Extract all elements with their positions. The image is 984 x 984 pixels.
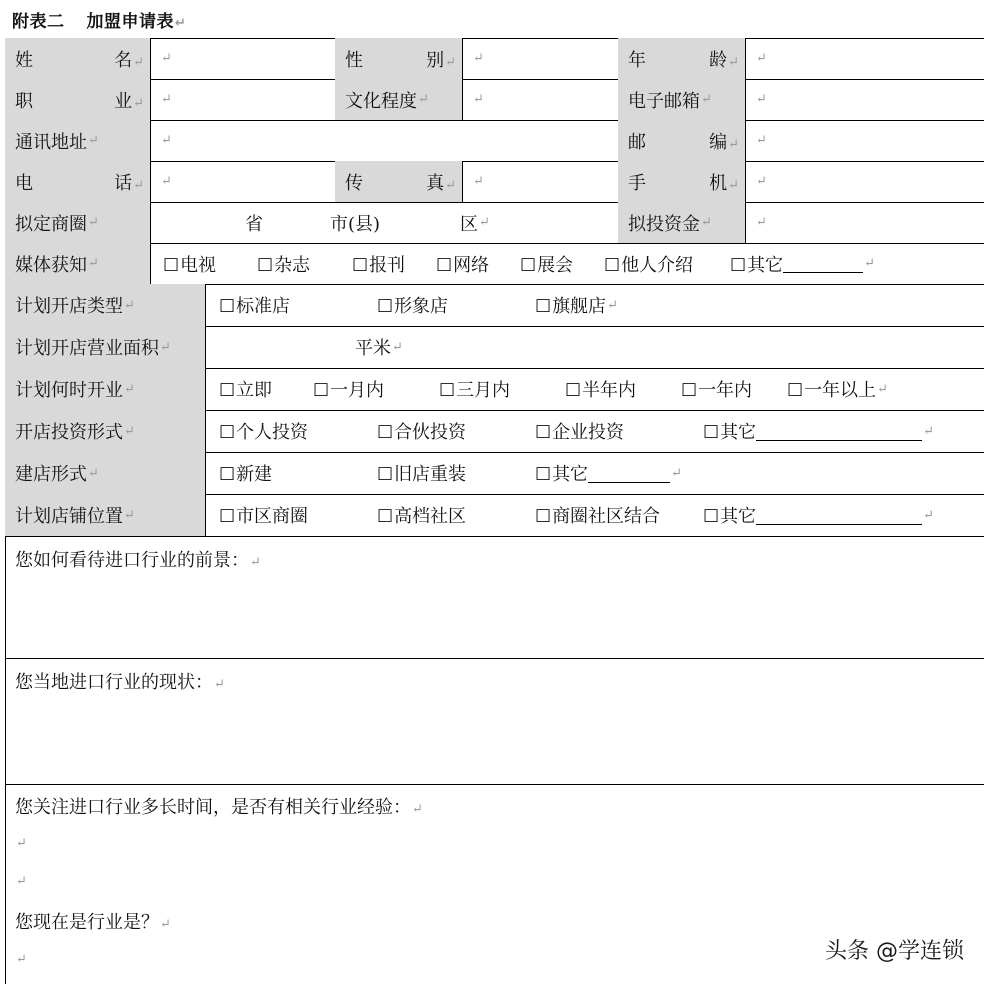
question-local-status-box[interactable] bbox=[5, 658, 984, 784]
checkbox-partnership[interactable]: □ 合伙投资 bbox=[377, 421, 467, 443]
label-char: 年 bbox=[628, 49, 646, 71]
return-mark: ↵ bbox=[133, 54, 144, 70]
label-store-area: 计划开店营业面积 ↵ bbox=[5, 326, 205, 368]
checkbox-individual[interactable]: □ 个人投资 bbox=[219, 421, 309, 443]
return-mark: ↵ bbox=[728, 177, 739, 193]
question-outlook-box[interactable] bbox=[5, 536, 984, 658]
label-char: 龄↵ bbox=[709, 49, 739, 71]
media-other-blank[interactable] bbox=[783, 254, 863, 273]
store-location-options bbox=[205, 494, 984, 536]
checkbox-within-year[interactable]: □ 一年内 bbox=[681, 379, 753, 401]
return-mark: ↵ bbox=[175, 16, 187, 31]
construction-form-options bbox=[205, 452, 984, 494]
label-char: 职 bbox=[15, 90, 33, 112]
input-address[interactable]: ↵ bbox=[161, 133, 172, 148]
opening-time-options bbox=[205, 368, 984, 410]
label-char: 性 bbox=[345, 49, 363, 71]
label-char: 真↵ bbox=[426, 172, 456, 194]
label-char: 姓 bbox=[15, 49, 33, 71]
return-mark: ↵ bbox=[133, 95, 144, 111]
input-gender[interactable]: ↵ bbox=[473, 51, 484, 66]
checkbox-over-year[interactable]: □ 一年以上 ↵ bbox=[787, 379, 888, 401]
label-address: 通讯地址 ↵ bbox=[5, 120, 150, 161]
label-occupation bbox=[5, 79, 150, 120]
blank-line: ↵ bbox=[16, 874, 27, 889]
input-mobile[interactable]: ↵ bbox=[756, 174, 767, 189]
label-char: 别↵ bbox=[426, 49, 456, 71]
checkbox-referral[interactable]: □ 他人介绍 bbox=[604, 253, 694, 276]
return-mark: ↵ bbox=[445, 177, 456, 193]
checkbox-tv[interactable]: □ 电视 bbox=[163, 253, 217, 276]
label-postcode bbox=[618, 120, 745, 161]
district-province: 省 bbox=[245, 213, 263, 235]
watermark: 头条 @学连锁 bbox=[825, 939, 964, 964]
label-mobile bbox=[618, 161, 745, 202]
checkbox-immediately[interactable]: □ 立即 bbox=[219, 379, 273, 401]
checkbox-media-other[interactable]: □ 其它 ↵ bbox=[730, 253, 875, 276]
checkbox-magazine[interactable]: □ 杂志 bbox=[257, 253, 311, 276]
label-char: 传 bbox=[345, 172, 363, 194]
checkbox-new-build[interactable]: □ 新建 bbox=[219, 463, 273, 485]
input-occupation[interactable]: ↵ bbox=[161, 92, 172, 107]
form-heading bbox=[12, 7, 186, 32]
heading-prefix: 附表二 bbox=[12, 12, 65, 32]
label-investment-form: 开店投资形式 ↵ bbox=[5, 410, 205, 452]
checkbox-within-month[interactable]: □ 一月内 bbox=[313, 379, 385, 401]
checkbox-standard-store[interactable]: □ 标准店 bbox=[219, 295, 291, 317]
label-store-type: 计划开店类型 ↵ bbox=[5, 284, 205, 326]
input-fax[interactable]: ↵ bbox=[473, 174, 484, 189]
checkbox-within-three-months[interactable]: □ 三月内 bbox=[439, 379, 511, 401]
checkbox-upscale-community[interactable]: □ 高档社区 bbox=[377, 505, 467, 527]
return-mark: ↵ bbox=[445, 54, 456, 70]
label-char: 手 bbox=[628, 172, 646, 194]
label-name bbox=[5, 38, 150, 79]
question-experience: 您关注进口行业多长时间，是否有相关行业经验：↵ bbox=[15, 797, 423, 818]
input-investment[interactable]: ↵ bbox=[756, 215, 767, 230]
district-city: 市(县) bbox=[330, 213, 381, 235]
label-char: 编↵ bbox=[709, 131, 739, 153]
input-postcode[interactable]: ↵ bbox=[756, 133, 767, 148]
checkbox-exhibition[interactable]: □ 展会 bbox=[520, 253, 574, 276]
blank-line: ↵ bbox=[16, 952, 27, 967]
question-local-status: 您当地进口行业的现状：↵ bbox=[15, 672, 225, 693]
label-media-source: 媒体获知 ↵ bbox=[5, 243, 150, 284]
input-name[interactable]: ↵ bbox=[161, 51, 172, 66]
label-investment: 拟投资金 ↵ bbox=[618, 202, 745, 243]
construction-other-blank[interactable] bbox=[588, 464, 670, 483]
checkbox-enterprise[interactable]: □ 企业投资 bbox=[535, 421, 625, 443]
store-type-options bbox=[205, 284, 984, 326]
checkbox-within-half-year[interactable]: □ 半年内 bbox=[565, 379, 637, 401]
label-store-location: 计划店铺位置 ↵ bbox=[5, 494, 205, 536]
checkbox-flagship-store[interactable]: □ 旗舰店 ↵ bbox=[535, 295, 618, 317]
investment-other-blank[interactable] bbox=[756, 422, 922, 441]
checkbox-newspaper[interactable]: □ 报刊 bbox=[352, 253, 406, 276]
question-outlook: 您如何看待进口行业的前景：↵ bbox=[15, 550, 261, 571]
label-char: 业↵ bbox=[114, 90, 144, 112]
input-education[interactable]: ↵ bbox=[473, 92, 484, 107]
input-phone[interactable]: ↵ bbox=[161, 174, 172, 189]
checkbox-renovation[interactable]: □ 旧店重装 bbox=[377, 463, 467, 485]
label-char: 电 bbox=[15, 172, 33, 194]
district-zone: 区 ↵ bbox=[460, 213, 490, 235]
checkbox-location-other[interactable]: □ 其它 ↵ bbox=[703, 505, 934, 527]
label-email: 电子邮箱 ↵ bbox=[618, 79, 745, 120]
label-char: 邮 bbox=[628, 131, 646, 153]
label-fax bbox=[335, 161, 462, 202]
heading-title: 加盟申请表 bbox=[86, 12, 174, 32]
checkbox-image-store[interactable]: □ 形象店 bbox=[377, 295, 449, 317]
label-phone bbox=[5, 161, 150, 202]
media-options bbox=[150, 243, 984, 284]
investment-form-options bbox=[205, 410, 984, 452]
label-age bbox=[618, 38, 745, 79]
question-current-industry: 您现在是行业是？↵ bbox=[15, 912, 171, 933]
blank-line: ↵ bbox=[16, 836, 27, 851]
label-education: 文化程度 ↵ bbox=[335, 79, 462, 120]
checkbox-investment-other[interactable]: □ 其它 ↵ bbox=[703, 421, 934, 443]
label-business-district: 拟定商圈 ↵ bbox=[5, 202, 150, 243]
input-business-district[interactable] bbox=[150, 202, 618, 243]
label-char: 名↵ bbox=[114, 49, 144, 71]
checkbox-internet[interactable]: □ 网络 bbox=[436, 253, 490, 276]
input-age[interactable]: ↵ bbox=[756, 51, 767, 66]
checkbox-construction-other[interactable]: □ 其它 ↵ bbox=[535, 463, 682, 485]
return-mark: ↵ bbox=[728, 136, 739, 152]
area-unit: 平米 ↵ bbox=[355, 338, 403, 359]
label-construction-form: 建店形式 ↵ bbox=[5, 452, 205, 494]
location-other-blank[interactable] bbox=[756, 506, 922, 525]
return-mark: ↵ bbox=[133, 177, 144, 193]
return-mark: ↵ bbox=[728, 54, 739, 70]
input-email[interactable]: ↵ bbox=[756, 92, 767, 107]
checkbox-urban-district[interactable]: □ 市区商圈 bbox=[219, 505, 309, 527]
label-char: 话↵ bbox=[114, 172, 144, 194]
label-opening-time: 计划何时开业 ↵ bbox=[5, 368, 205, 410]
input-store-area[interactable] bbox=[205, 326, 984, 368]
label-gender bbox=[335, 38, 462, 79]
label-char: 机↵ bbox=[709, 172, 739, 194]
checkbox-district-community-mix[interactable]: □ 商圈社区结合 bbox=[535, 505, 661, 527]
